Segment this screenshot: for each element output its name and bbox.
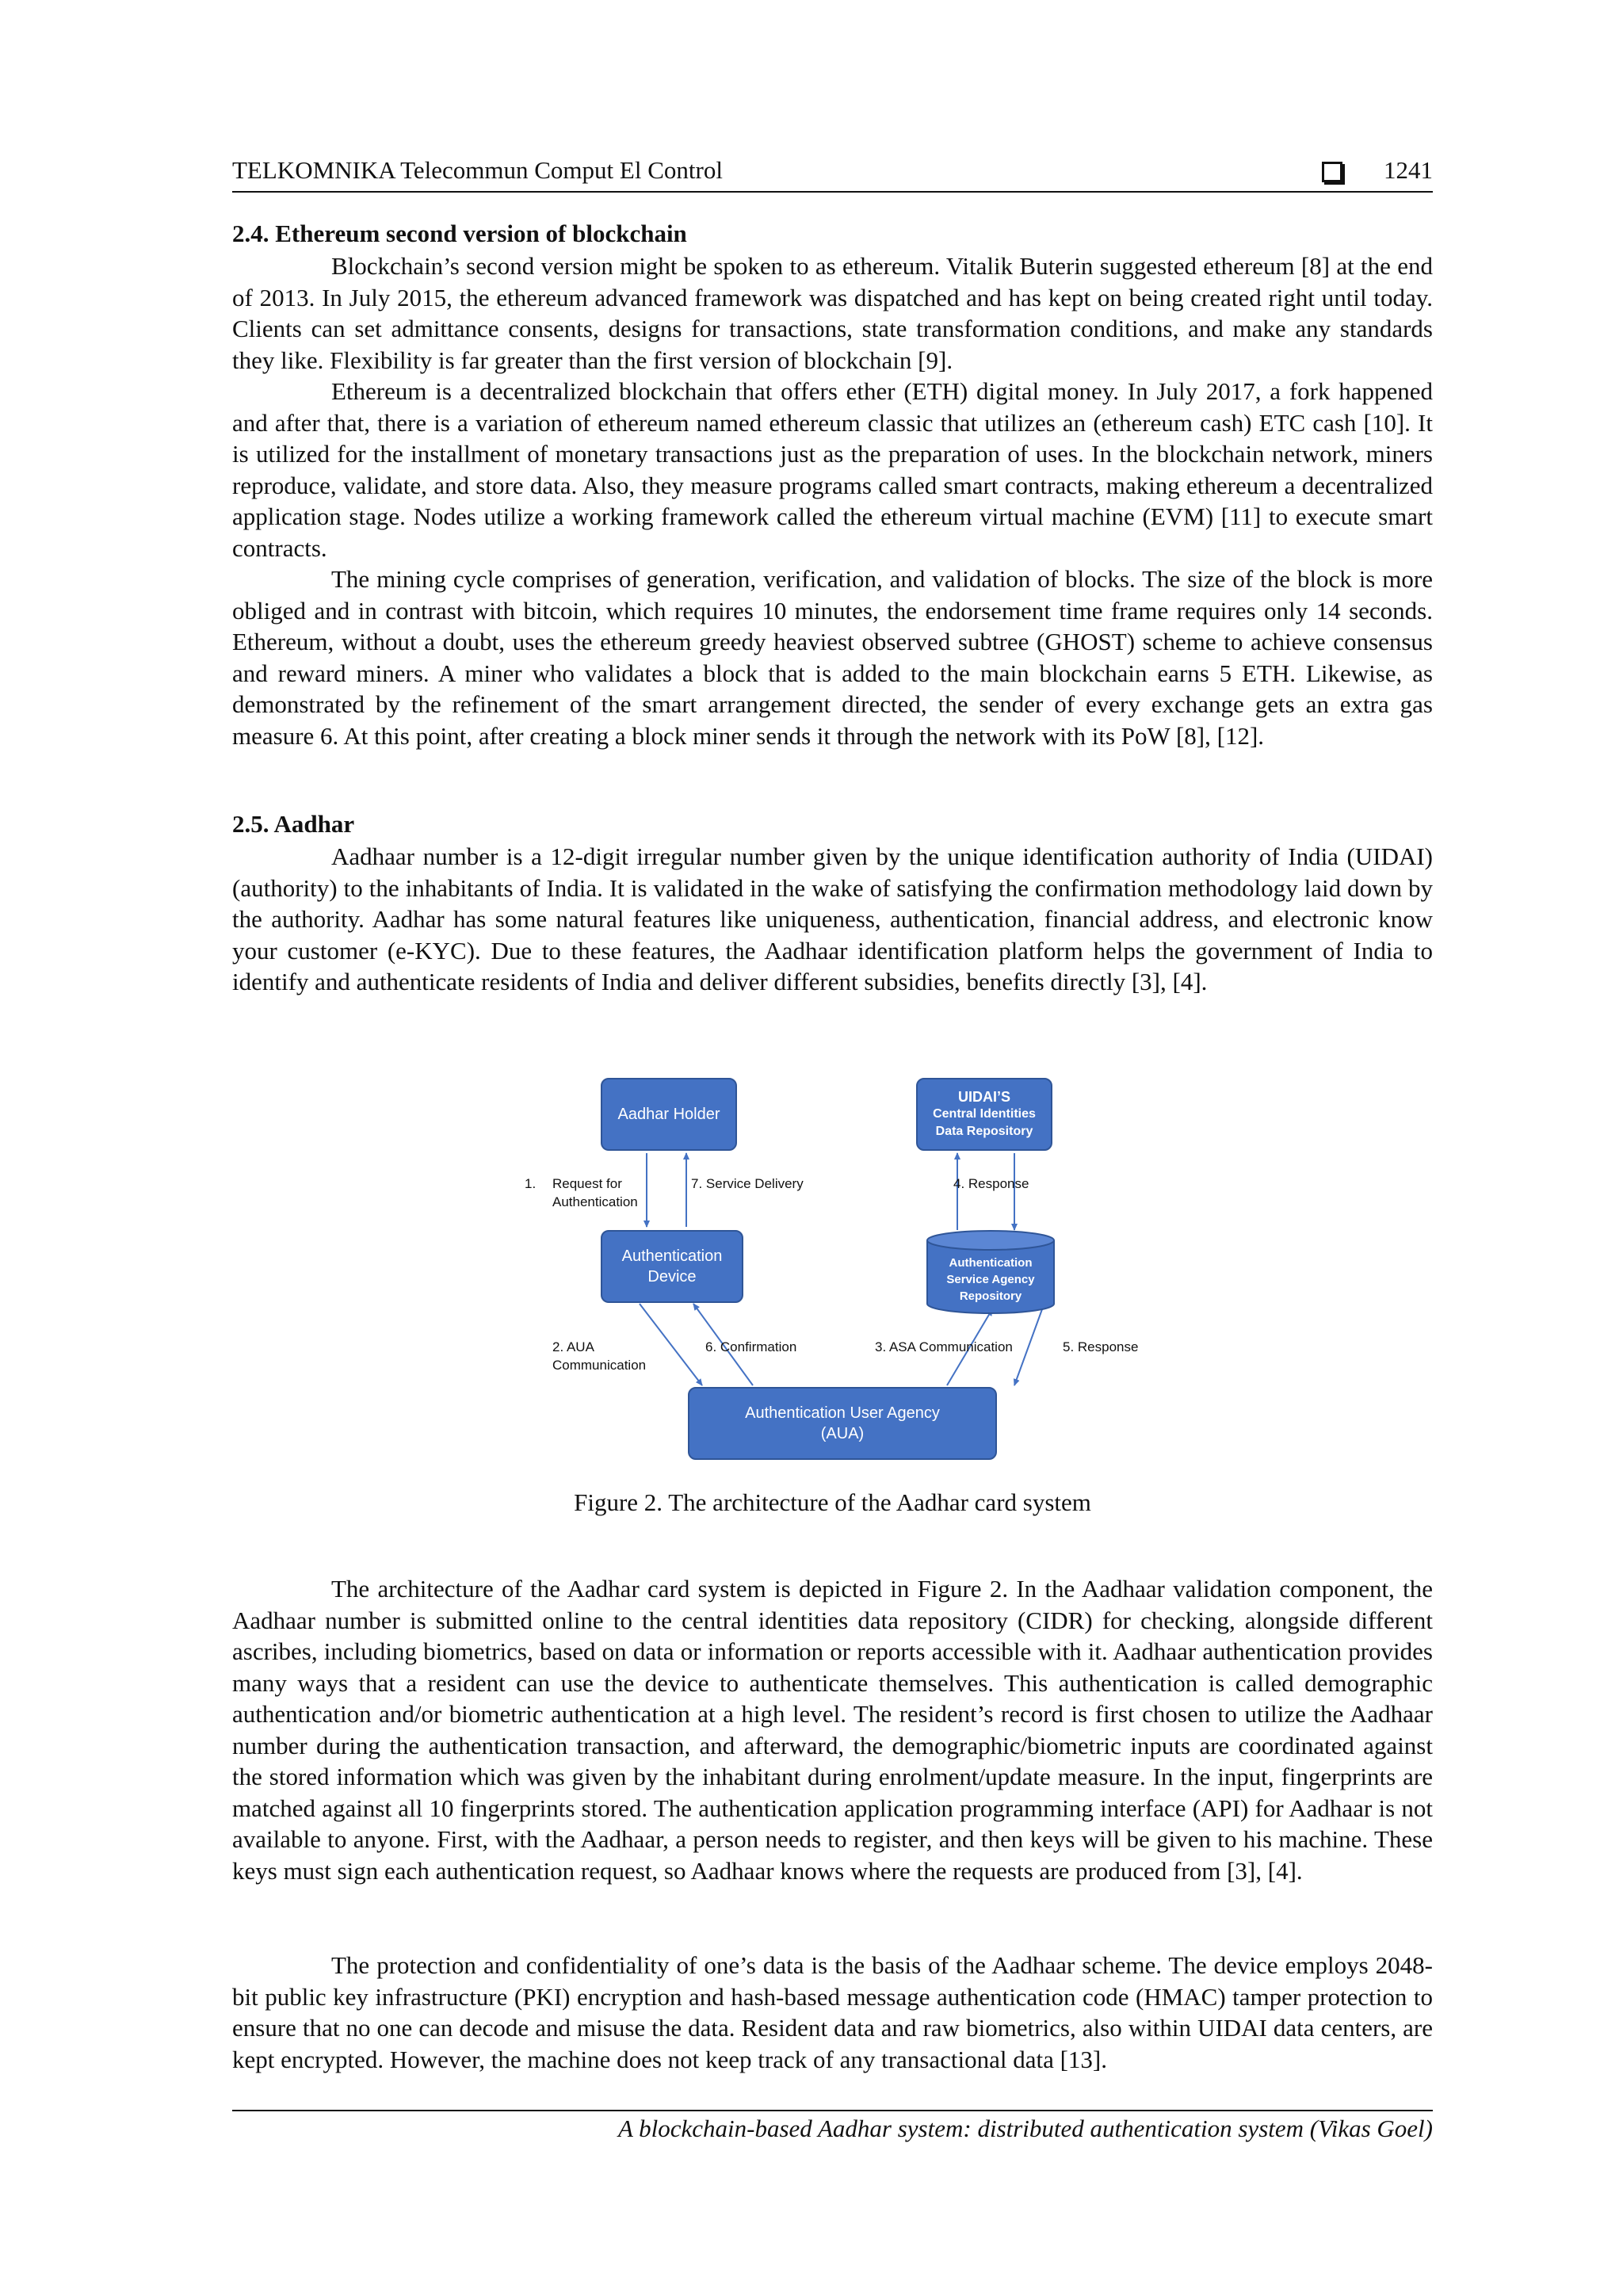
auth-device-label-2: Device <box>647 1268 697 1286</box>
edge-label-2-line1: 2. AUA <box>552 1339 594 1354</box>
paragraph: The architecture of the Aadhar card system is depicted in Figure 2. In the Aadhaar validation component, the Aadhaar number is submitted online to the central identities data repository (CIDR) for checking, alongside different ascribes, including biometrics, based on data or information or reports accessible with it. Aadhaar authentication provides many ways that a resident can use the device to authenticate themselves. This authentication is called demographic authentication and/or biometric authentication at a high level. The resident’s record is first chosen to utilize the Aadhaar number during the authentication transaction, and afterward, the demographic/biometric inputs are coordinated against the stored information which was given by the inhabitant during enrolment/update measure. In the input, fingerprints are matched against all 10 fingerprints stored. The authentication application programming interface (API) for Aadhaar is not available to anyone. First, with the Aadhaar, a person needs to register, and then keys will be given to his machine. These keys must sign each authentication request, so Aadhaar knows where the requests are produced from [3], [4]. <box>232 1575 1433 1885</box>
edge-label-6: 6. Confirmation <box>705 1339 797 1354</box>
section-heading-2-5: 2.5. Aadhar <box>232 810 355 838</box>
paragraph: Blockchain’s second version might be spoken to as ethereum. Vitalik Buterin suggested ethereum [8] at the end of 2013. In July 2015, the ethereum advanced framework was dispatched and has kept on being created right until today. Clients can set admittance consents, designs for transactions, state transformation conditions, and make any standards they like. Flexibility is far greater than the first version of blockchain [9]. <box>232 252 1433 374</box>
edge-label-1-line1: Request for <box>552 1176 622 1191</box>
journal-name: TELKOMNIKA Telecommun Comput El Control <box>232 156 723 184</box>
aadhar-holder-label: Aadhar Holder <box>617 1106 720 1123</box>
page-number: 1241 <box>1384 156 1433 184</box>
edge-label-1-line2: Authentication <box>552 1194 638 1209</box>
aadhar-architecture-diagram <box>525 1062 1157 1474</box>
edge-label-5: 5. Response <box>1063 1339 1139 1354</box>
asa-repository-node <box>927 1255 1054 1305</box>
paragraph: The protection and confidentiality of one’s data is the basis of the Aadhaar scheme. The device employs 2048-bit public key infrastructure (PKI) encryption and hash-based message authentication code (HMAC) tamper protection to ensure that no one can decode and misuse the data. Resident data and raw biometrics, also within UIDAI data centers, are kept encrypted. However, the machine does not keep track of any transactional data [13]. <box>232 1951 1433 2073</box>
aua-node <box>688 1387 997 1460</box>
uidai-cidr-node <box>916 1078 1052 1151</box>
running-footer: A blockchain-based Aadhar system: distributed authentication system (Vikas Goel) <box>232 2110 1433 2143</box>
asa-label-2: Service Agency <box>946 1273 1035 1286</box>
edge-label-7: 7. Service Delivery <box>691 1176 804 1191</box>
edge-label-3: 3. ASA Communication <box>875 1339 1013 1354</box>
paragraph: Aadhaar number is a 12-digit irregular number given by the unique identification authority of India (UIDAI) (authority) to the inhabitants of India. It is validated in the wake of satisfying the confirmation methodology laid down by the authority. Aadhar has some natural features like uniqueness, authentication, financial address, and electronic know your customer (e-KYC). Due to these features, the Aadhaar identification platform helps the government of India to identify and authenticate residents of India and deliver different subsidies, benefits directly [3], [4]. <box>232 842 1433 995</box>
edge-label-4: 4. Response <box>953 1176 1029 1191</box>
running-header <box>232 155 1433 193</box>
aua-label-2: (AUA) <box>820 1425 865 1442</box>
asa-repository-top <box>927 1231 1054 1250</box>
edge-label-1-number: 1. <box>525 1176 537 1191</box>
paragraph: The mining cycle comprises of generation, verification, and validation of blocks. The size of the block is more obliged and in contrast with bitcoin, which requires 10 minutes, the endorsement time frame requires only 14 seconds. Ethereum, without a doubt, uses the ethereum greedy heaviest observed subtree (GHOST) scheme to achieve consensus and reward miners. A miner who validates a block that is added to the main blockchain earns 5 ETH. Likewise, as demonstrated by the refinement of the smart arrangement directed, the sender of every exchange gets an extra gas measure 6. At this point, after creating a block miner sends it through the network with its PoW [8], [12]. <box>232 565 1433 750</box>
aadhar-holder-node <box>601 1078 737 1151</box>
uidai-title: UIDAI’S <box>957 1089 1010 1105</box>
arrow-asa-response <box>1014 1309 1042 1385</box>
authentication-device-node <box>601 1230 743 1303</box>
edge-label-2-line2: Communication <box>552 1358 647 1373</box>
asa-label-1: Authentication <box>949 1256 1033 1270</box>
section-heading-2-4: 2.4. Ethereum second version of blockchain <box>232 220 687 247</box>
uidai-subtitle-1: Central Identities <box>933 1107 1036 1121</box>
asa-label-3: Repository <box>959 1289 1022 1303</box>
arrow-aua-communication <box>640 1304 702 1385</box>
square-bullet-icon <box>1322 162 1342 182</box>
auth-device-label-1: Authentication <box>621 1247 723 1265</box>
paragraph: Ethereum is a decentralized blockchain that offers ether (ETH) digital money. In July 2017, a fork happened and after that, there is a variation of ethereum named ethereum classic that utilizes an (ethereum cash) ETC cash [10]. It is utilized for the installment of monetary transactions just as the preparation of uses. In the blockchain network, miners reproduce, validate, and store data. Also, they measure programs called smart contracts, making ethereum a decentralized application stage. Nodes utilize a working framework called the ethereum virtual machine (EVM) [11] to execute smart contracts. <box>232 377 1433 562</box>
uidai-subtitle-2: Data Repository <box>935 1125 1033 1138</box>
aua-label-1: Authentication User Agency <box>745 1404 940 1422</box>
figure-caption: Figure 2. The architecture of the Aadhar card system <box>574 1488 1091 1516</box>
